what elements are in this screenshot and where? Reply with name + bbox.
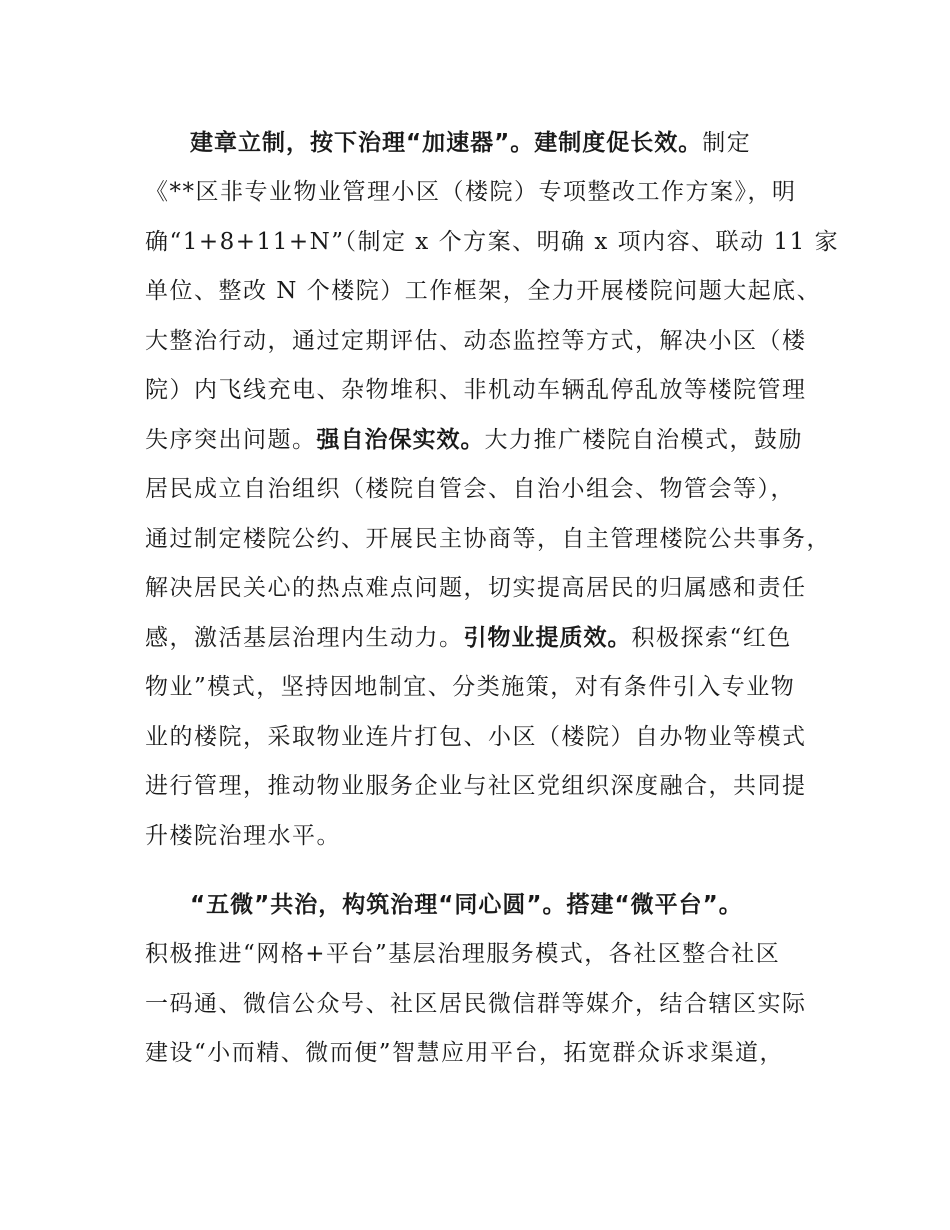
body-text: 积极推进“网格+平台”基层治理服务模式，各社区整合社区 [145,941,781,967]
paragraph-2-line-3 [145,984,807,1024]
paragraph-1-line-6 [145,370,807,410]
body-text: 单位、整改 N 个楼院）工作框架，全力开展楼院问题大起底、 [145,278,822,304]
body-text: 进行管理，推动物业服务企业与社区党组织深度融合，共同提 [145,773,807,799]
body-text: 升楼院治理水平。 [145,823,341,849]
subheading-text: 强自治保实效。 [316,427,485,453]
paragraph-1-line-4 [145,271,821,311]
paragraph-1-line-9 [145,519,831,559]
body-text: 物业”模式，坚持因地制宜、分类施策，对有条件引入专业物 [145,674,796,700]
body-text: 一码通、微信公众号、社区居民微信群等媒介，结合辖区实际 [145,991,807,1017]
body-text: 《**区非专业物业管理小区（楼院）专项整改工作方案》，明 [145,179,797,205]
body-text: 积极探索“红色 [631,625,792,651]
body-text: 大力推广楼院自治模式，鼓励 [484,427,803,453]
paragraph-1-line-14 [145,766,807,806]
paragraph-1-line-2 [145,172,797,212]
body-text: 制定 [702,130,752,156]
paragraph-1-line-8 [145,469,795,509]
paragraph-1-line-5 [145,321,807,361]
body-text: 大整治行动，通过定期评估、动态监控等方式，解决小区（楼 [145,328,807,354]
body-text: 居民成立自治组织（楼院自管会、自治小组会、物管会等）， [145,476,795,502]
paragraph-2-line-2 [145,934,780,974]
body-text: 失序突出问题。 [145,427,317,453]
paragraph-1-line-13 [145,717,807,757]
paragraph-1-line-12 [145,667,795,707]
paragraph-1-line-15 [145,816,341,856]
paragraph-1-line-11 [145,618,792,658]
body-text: 建设“小而精、微而便”智慧应用平台，拓宽群众诉求渠道， [145,1040,785,1066]
paragraph-1-line-1 [190,123,751,163]
heading-text: 建章立制，按下治理“加速器”。建制度促长效。 [190,130,703,156]
body-text: 感，激活基层治理内生动力。 [145,625,464,651]
subheading-text: 引物业提质效。 [463,625,632,651]
paragraph-1-line-7 [145,420,803,460]
body-text: 解决居民关心的热点难点问题，切实提高居民的归属感和责任 [145,575,807,601]
paragraph-2-line-1 [190,885,743,925]
body-text: 院）内飞线充电、杂物堆积、非机动车辆乱停乱放等楼院管理 [145,377,807,403]
heading-text: “五微”共治，构筑治理“同心圆”。搭建“微平台”。 [190,892,743,918]
body-text: 通过制定楼院公约、开展民主协商等，自主管理楼院公共事务， [145,526,831,552]
body-text: 业的楼院，采取物业连片打包、小区（楼院）自办物业等模式 [145,724,807,750]
paragraph-1-line-3 [145,222,839,262]
paragraph-2-line-4 [145,1033,784,1073]
paragraph-1-line-10 [145,568,807,608]
body-text: 确“1+8+11+N”（制定 x 个方案、明确 x 项内容、联动 11 家 [145,229,840,255]
